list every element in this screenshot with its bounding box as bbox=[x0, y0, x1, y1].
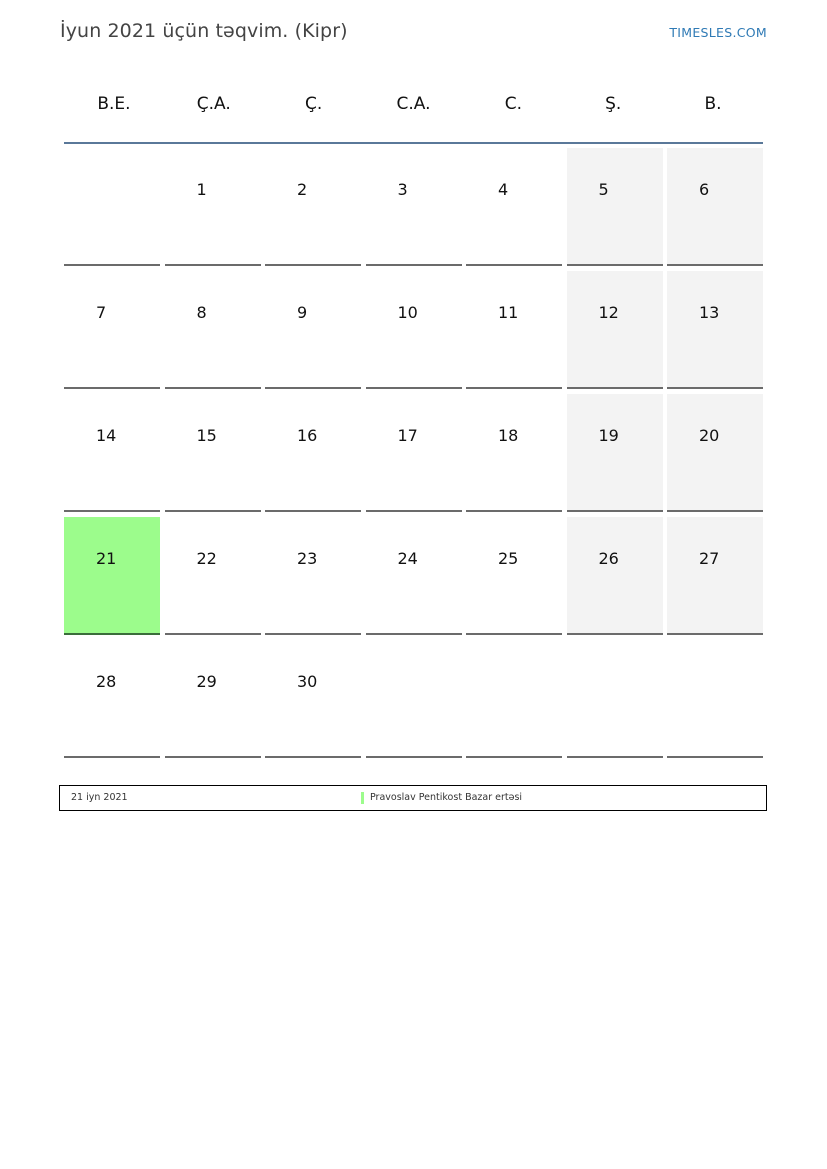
day-cell bbox=[64, 394, 160, 512]
legend-holiday-name: Pravoslav Pentikost Bazar ertəsi bbox=[370, 792, 523, 803]
weekday-monday: B.E. bbox=[97, 94, 131, 114]
empty-day-cell bbox=[567, 640, 663, 758]
day-number: 9 bbox=[297, 303, 308, 322]
brand-link[interactable]: TIMESLES.COM bbox=[669, 25, 767, 40]
day-number: 5 bbox=[598, 180, 609, 199]
empty-day-cell bbox=[64, 148, 160, 266]
weekday-thursday: C.A. bbox=[396, 94, 431, 114]
day-cell bbox=[64, 271, 160, 389]
day-number: 6 bbox=[699, 180, 710, 199]
weekday-wednesday: Ç. bbox=[304, 94, 323, 114]
day-cell bbox=[466, 394, 562, 512]
weekday-tuesday: Ç.A. bbox=[196, 94, 231, 114]
holiday-legend bbox=[59, 785, 767, 811]
day-number: 24 bbox=[397, 549, 418, 568]
day-number: 16 bbox=[297, 426, 318, 445]
day-number: 11 bbox=[498, 303, 519, 322]
day-cell bbox=[366, 517, 462, 635]
day-number: 15 bbox=[196, 426, 217, 445]
day-cell bbox=[567, 271, 663, 389]
day-number: 18 bbox=[498, 426, 519, 445]
day-cell bbox=[64, 517, 160, 635]
day-number: 23 bbox=[297, 549, 318, 568]
day-number: 29 bbox=[196, 672, 217, 691]
day-cell bbox=[667, 271, 763, 389]
weekday-friday: C. bbox=[504, 94, 522, 114]
day-number: 21 bbox=[96, 549, 117, 568]
day-cell bbox=[567, 148, 663, 266]
day-cell bbox=[165, 640, 261, 758]
day-number: 8 bbox=[196, 303, 207, 322]
day-number: 20 bbox=[699, 426, 720, 445]
day-cell bbox=[165, 148, 261, 266]
day-number: 10 bbox=[397, 303, 418, 322]
day-cell bbox=[64, 640, 160, 758]
day-number: 1 bbox=[196, 180, 207, 199]
day-cell bbox=[265, 271, 361, 389]
day-number: 14 bbox=[96, 426, 117, 445]
day-cell bbox=[265, 148, 361, 266]
day-cell bbox=[667, 517, 763, 635]
day-cell bbox=[366, 148, 462, 266]
day-number: 26 bbox=[598, 549, 619, 568]
weekday-header-row bbox=[64, 74, 763, 144]
day-number: 19 bbox=[598, 426, 619, 445]
day-number: 12 bbox=[598, 303, 619, 322]
day-number: 7 bbox=[96, 303, 107, 322]
day-number: 3 bbox=[397, 180, 408, 199]
weekday-sunday: B. bbox=[704, 94, 722, 114]
day-cell bbox=[366, 394, 462, 512]
day-number: 25 bbox=[498, 549, 519, 568]
page-title: İyun 2021 üçün təqvim. (Kipr) bbox=[60, 20, 348, 42]
day-number: 17 bbox=[397, 426, 418, 445]
day-cell bbox=[466, 271, 562, 389]
day-number: 4 bbox=[498, 180, 509, 199]
day-cell bbox=[667, 148, 763, 266]
day-number: 22 bbox=[196, 549, 217, 568]
day-cell bbox=[265, 394, 361, 512]
day-cell bbox=[265, 640, 361, 758]
legend-color-marker bbox=[361, 792, 364, 804]
day-number: 27 bbox=[699, 549, 720, 568]
weekday-saturday: Ş. bbox=[605, 94, 622, 114]
day-cell bbox=[567, 394, 663, 512]
day-cell bbox=[567, 517, 663, 635]
day-cell bbox=[667, 394, 763, 512]
day-cell bbox=[366, 271, 462, 389]
day-cell bbox=[265, 517, 361, 635]
day-cell bbox=[165, 271, 261, 389]
day-cell bbox=[165, 517, 261, 635]
empty-day-cell bbox=[366, 640, 462, 758]
day-number: 30 bbox=[297, 672, 318, 691]
day-number: 2 bbox=[297, 180, 308, 199]
legend-date: 21 iyn 2021 bbox=[71, 792, 128, 803]
day-number: 28 bbox=[96, 672, 117, 691]
day-cell bbox=[466, 148, 562, 266]
day-grid bbox=[64, 148, 763, 763]
empty-day-cell bbox=[466, 640, 562, 758]
day-number: 13 bbox=[699, 303, 720, 322]
empty-day-cell bbox=[667, 640, 763, 758]
day-cell bbox=[466, 517, 562, 635]
calendar bbox=[64, 74, 763, 763]
day-cell bbox=[165, 394, 261, 512]
